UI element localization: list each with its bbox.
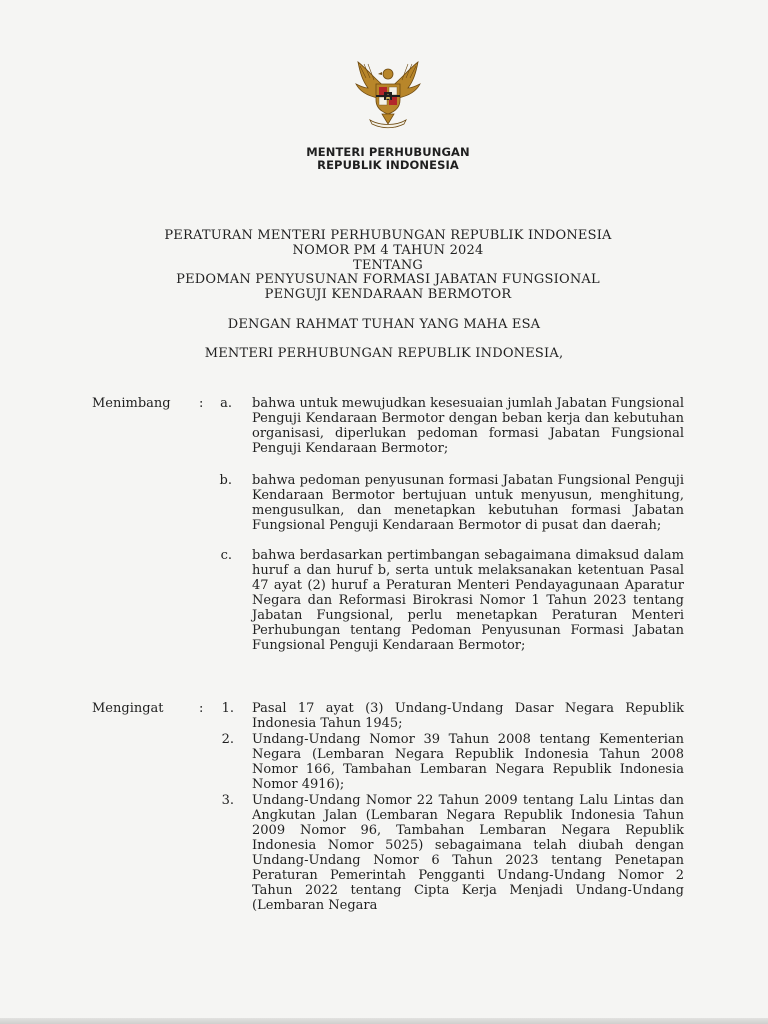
- menimbang-colon: :: [199, 396, 204, 411]
- item-marker: c.: [220, 548, 232, 563]
- invocation-line: DENGAN RAHMAT TUHAN YANG MAHA ESA: [227, 317, 541, 332]
- item-text: bahwa untuk mewujudkan kesesuaian jumlah Jabatan Fungsional Penguji Kendaraan Bermotor dengan beban kerja dan kebutuhan organisasi, diperlukan pedoman formasi Jabatan Fungsional Penguji Kendaraan Bermotor;: [252, 396, 685, 456]
- item-text: Pasal 17 ayat (3) Undang-Undang Dasar Negara Republik Indonesia Tahun 1945;: [252, 701, 684, 731]
- title-line-3: TENTANG: [352, 257, 424, 273]
- item-text: Undang-Undang Nomor 39 Tahun 2008 tentang Kementerian Negara (Lembaran Negara Republik Indonesia Tahun 2008 Nomor 166, Tambahan Lembaran Negara Republik Indonesia Nomor 4916);: [252, 732, 684, 792]
- item-text: bahwa pedoman penyusunan formasi Jabatan Fungsional Penguji Kendaraan Bermotor bertujuan untuk menyusun, menghitung, mengusulkan, dan menetapkan kebutuhan formasi Jabatan Fungsional Penguji Kendaraan Bermotor di pusat dan daerah;: [252, 473, 684, 533]
- regulation-title: [0, 229, 768, 303]
- item-marker: 1.: [221, 701, 234, 716]
- mengingat-label: Mengingat: [92, 701, 164, 716]
- item-text: Undang-Undang Nomor 22 Tahun 2009 tentang Lalu Lintas dan Angkutan Jalan (Lembaran Negara Republik Indonesia Tahun 2009 Nomor 96, Tambahan Lembaran Negara Republik Indonesia Nomor 5025) sebagaimana telah diubah dengan Undang-Undang Nomor 6 Tahun 2023 tentang Penetapan Peraturan Pemerintah Pengganti Undang-Undang Nomor 2 Tahun 2022 tentang Cipta Kerja Menjadi Undang-Undang (Lembaran Negara: [252, 793, 684, 913]
- issuer-line-1: MENTERI PERHUBUNGAN: [306, 145, 470, 159]
- mengingat-colon: :: [199, 701, 204, 716]
- issuer-line-2: REPUBLIK INDONESIA: [317, 158, 459, 172]
- item-text: bahwa berdasarkan pertimbangan sebagaimana dimaksud dalam huruf a dan huruf b, serta untuk melaksanakan ketentuan Pasal 47 ayat (2) huruf a Peraturan Menteri Pendayagunaan Aparatur Negara dan Reformasi Birokrasi Nomor 1 Tahun 2023 tentang Jabatan Fungsional, perlu menetapkan Peraturan Menteri Perhubungan tentang Pedoman Penyusunan Formasi Jabatan Fungsional Penguji Kendaraan Bermotor;: [252, 548, 684, 653]
- title-line-5: PENGUJI KENDARAAN BERMOTOR: [264, 287, 512, 303]
- item-marker: 2.: [221, 732, 234, 747]
- item-marker: a.: [220, 396, 232, 411]
- item-marker: 3.: [221, 793, 234, 808]
- item-marker: b.: [219, 473, 232, 488]
- issuer-header: [0, 146, 768, 172]
- title-line-1: PERATURAN MENTERI PERHUBUNGAN REPUBLIK INDONESIA: [164, 228, 612, 243]
- title-line-4: PEDOMAN PENYUSUNAN FORMASI JABATAN FUNGSIONAL: [176, 272, 600, 288]
- authority-line: MENTERI PERHUBUNGAN REPUBLIK INDONESIA,: [204, 346, 564, 361]
- title-line-2: NOMOR PM 4 TAHUN 2024: [292, 242, 484, 258]
- menimbang-label: Menimbang: [92, 396, 171, 411]
- garuda-emblem-icon: [346, 58, 430, 132]
